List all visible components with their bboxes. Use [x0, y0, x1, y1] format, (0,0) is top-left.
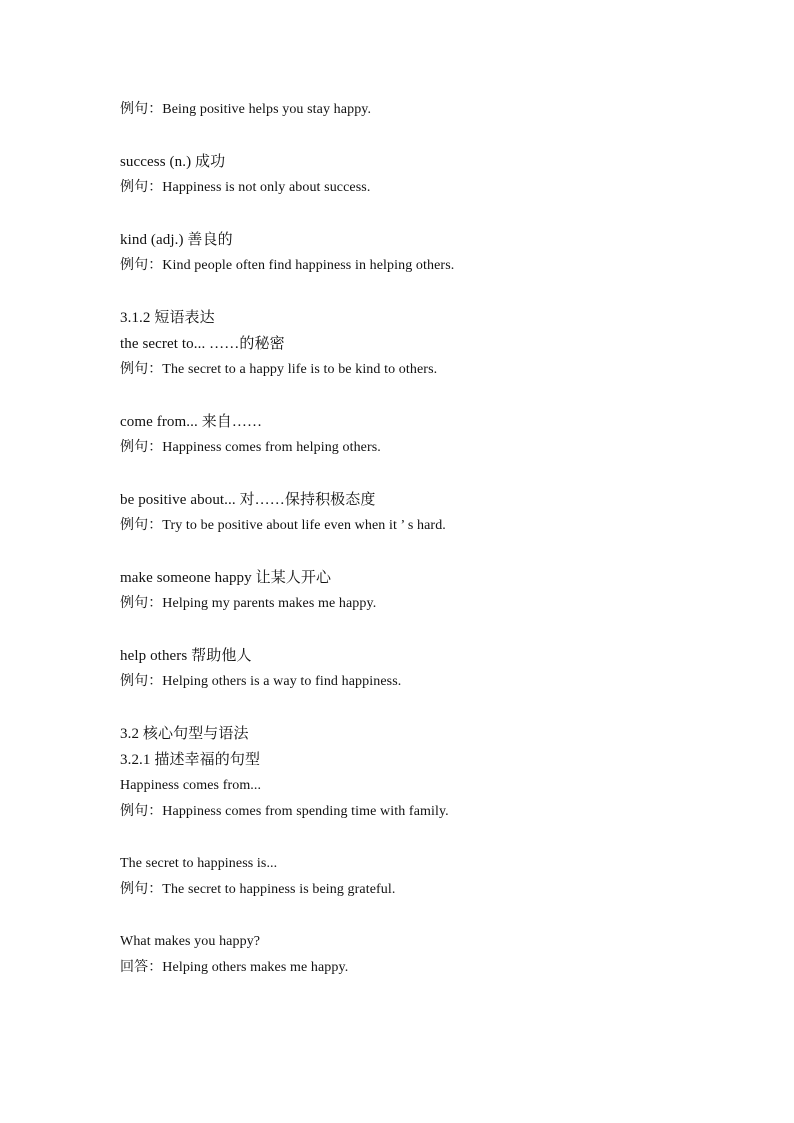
vocab-entry-kind: kind (adj.) 善良的: [120, 232, 233, 248]
example-sentence: 例句：Kind people often find happiness in helping others.: [120, 258, 455, 273]
section-heading-3-2-1: 3.2.1 描述幸福的句型: [120, 752, 261, 768]
vocab-entry-success: success (n.) 成功: [120, 154, 226, 170]
sentence-pattern: What makes you happy?: [120, 934, 261, 949]
phrase-entry-be-positive-about: be positive about... 对……保持积极态度: [120, 492, 376, 508]
example-sentence: 例句：Being positive helps you stay happy.: [120, 102, 372, 117]
phrase-entry-secret-to: the secret to... ……的秘密: [120, 336, 285, 352]
phrase-entry-help-others: help others 帮助他人: [120, 648, 252, 664]
sentence-pattern: The secret to happiness is...: [120, 856, 278, 871]
section-heading-3-1-2: 3.1.2 短语表达: [120, 310, 215, 326]
example-sentence: 例句：Try to be positive about life even when it ’ s hard.: [120, 518, 446, 533]
answer-sentence: 回答：Helping others makes me happy.: [120, 960, 349, 975]
example-sentence: 例句：Helping my parents makes me happy.: [120, 596, 377, 611]
example-sentence: 例句：Happiness comes from spending time with family.: [120, 804, 449, 819]
example-sentence: 例句：Happiness comes from helping others.: [120, 440, 381, 455]
phrase-entry-make-someone-happy: make someone happy 让某人开心: [120, 570, 332, 586]
example-sentence: 例句：Happiness is not only about success.: [120, 180, 371, 195]
phrase-entry-come-from: come from... 来自……: [120, 414, 263, 430]
sentence-pattern: Happiness comes from...: [120, 778, 262, 793]
example-sentence: 例句：The secret to happiness is being grateful.: [120, 882, 396, 897]
section-heading-3-2: 3.2 核心句型与语法: [120, 726, 249, 742]
example-sentence: 例句：The secret to a happy life is to be kind to others.: [120, 362, 438, 377]
example-sentence: 例句：Helping others is a way to find happiness.: [120, 674, 402, 689]
